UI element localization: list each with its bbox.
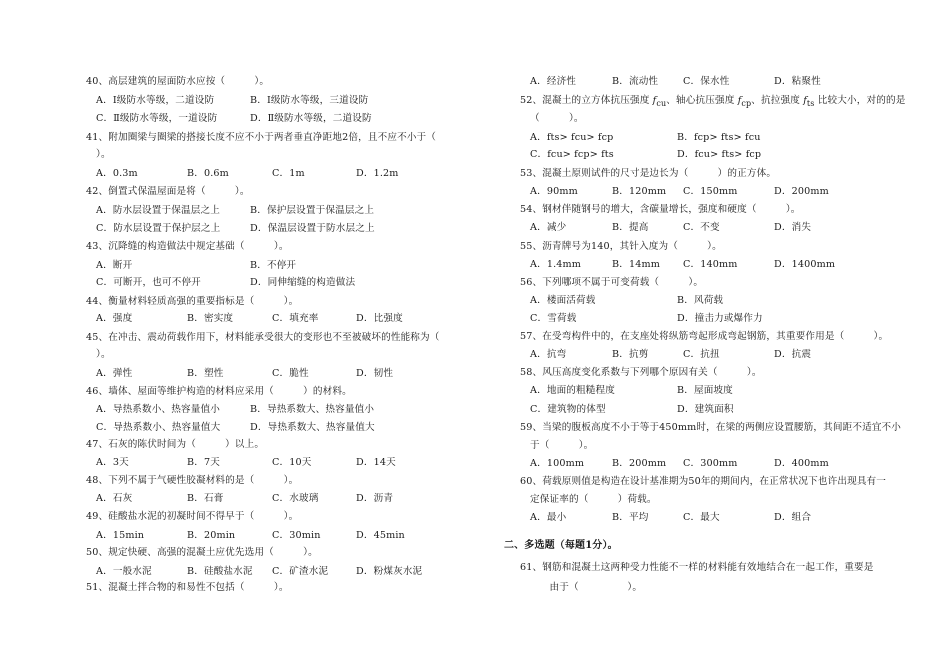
option-a: C．建筑物的体型 bbox=[530, 404, 606, 415]
option-a: A．石灰 bbox=[96, 493, 133, 504]
option-c: C．10天 bbox=[272, 457, 312, 468]
option-c: C．填充率 bbox=[272, 313, 319, 324]
section-heading: 二、多选题（每题1分）。 bbox=[504, 540, 618, 551]
question-text: 54、钢材伴随钢号的增大，含碳量增长，强度和硬度（ ）。 bbox=[520, 204, 801, 215]
question-text: 50、规定快硬、高强的混凝土应优先选用（ ）。 bbox=[86, 547, 318, 558]
option-d: D．比强度 bbox=[356, 313, 403, 324]
question-text: 53、混凝土原则试件的尺寸是边长为（ ）的正方体。 bbox=[520, 168, 777, 179]
option-a: A．fts> fcu> fcp bbox=[530, 132, 614, 143]
option-c: C．脆性 bbox=[272, 368, 309, 379]
option-a: A．弹性 bbox=[96, 368, 133, 379]
option-d: D．组合 bbox=[774, 512, 812, 523]
question-text: 40、高层建筑的屋面防水应按（ ）。 bbox=[86, 76, 270, 87]
option-a: C．可断开，也可不停开 bbox=[96, 277, 201, 288]
option-b: B．平均 bbox=[612, 512, 649, 523]
option-c: C．不变 bbox=[683, 222, 720, 233]
option-b: B．不停开 bbox=[250, 260, 297, 271]
option-c: C．140mm bbox=[683, 259, 738, 270]
option-b: B．0.6m bbox=[187, 168, 229, 179]
question-text: 51、混凝土拌合物的和易性不包括（ ）。 bbox=[86, 582, 289, 593]
option-a: C．防水层设置于保护层之上 bbox=[96, 223, 221, 234]
question-text: 49、硅酸盐水泥的初凝时间不得早于（ ）。 bbox=[86, 511, 299, 522]
option-d: D．1.2m bbox=[356, 168, 399, 179]
option-d: D．45min bbox=[356, 530, 405, 541]
option-a: A．最小 bbox=[530, 512, 567, 523]
option-b: B．保护层设置于保温层之上 bbox=[250, 205, 375, 216]
option-a: A．地面的粗糙程度 bbox=[530, 385, 616, 396]
option-b: B．塑性 bbox=[187, 368, 224, 379]
option-c: C．保水性 bbox=[683, 76, 730, 87]
option-b: B．提高 bbox=[612, 222, 649, 233]
option-a: C．雪荷载 bbox=[530, 313, 577, 324]
option-a: C．fcu> fcp> fts bbox=[530, 149, 614, 160]
option-a: A．抗弯 bbox=[530, 349, 567, 360]
question-text: 60、荷载原则值是构造在设计基准期为50年的期间内，在正常状况下也许出现具有一 bbox=[520, 476, 887, 487]
question-text: 43、沉降缝的构造做法中规定基础（ ）。 bbox=[86, 241, 289, 252]
question-text: 56、下列哪项不属于可变荷载（ ）。 bbox=[520, 277, 704, 288]
option-b: B．120mm bbox=[612, 186, 667, 197]
question-text: 58、风压高度变化系数与下列哪个原因有关（ ）。 bbox=[520, 367, 762, 378]
option-a: A．减少 bbox=[530, 222, 567, 233]
option-a: A．Ⅰ级防水等级，二道设防 bbox=[96, 95, 215, 106]
option-a: A．100mm bbox=[530, 458, 585, 469]
option-d: D．抗震 bbox=[774, 349, 812, 360]
option-a: A．15min bbox=[96, 530, 145, 541]
question-continuation: ）。 bbox=[96, 349, 111, 360]
option-b: B．fcp> fts> fcu bbox=[677, 132, 761, 143]
option-a: A．一般水泥 bbox=[96, 566, 152, 577]
question-text: 52、混凝土的立方体抗压强度 $f_{cu}$、轴心抗压强度 $f_{cp}$、抗拉强度 $f_{ts}$ 比较大小，对的的是 bbox=[520, 95, 906, 108]
question-text: 48、下列不属于气硬性胶凝材料的是（ ）。 bbox=[86, 475, 299, 486]
question-text: 44、衡量材料轻质高强的重要指标是（ ）。 bbox=[86, 296, 299, 307]
option-c: C．150mm bbox=[683, 186, 738, 197]
option-d: D．200mm bbox=[774, 186, 829, 197]
option-c: C．抗扭 bbox=[683, 349, 720, 360]
option-c: C．矿渣水泥 bbox=[272, 566, 329, 577]
option-a: A．楼面活荷载 bbox=[530, 295, 596, 306]
option-a: C．Ⅱ级防水等级，一道设防 bbox=[96, 113, 218, 124]
option-c: C．300mm bbox=[683, 458, 738, 469]
option-a: A．防水层设置于保温层之上 bbox=[96, 205, 221, 216]
question-text: 46、墙体、屋面等维护构造的材料应采用（ ）的材料。 bbox=[86, 386, 352, 397]
option-a: A．断开 bbox=[96, 260, 133, 271]
option-c: C．30min bbox=[272, 530, 321, 541]
option-b: D．Ⅱ级防水等级，二道设防 bbox=[250, 113, 372, 124]
option-a: A．导热系数小、热容量值小 bbox=[96, 404, 221, 415]
option-b: B．导热系数大、热容量值小 bbox=[250, 404, 375, 415]
question-text: 55、沥青牌号为140，其针入度为（ ）。 bbox=[520, 241, 722, 252]
option-b: D．保温层设置于防水层之上 bbox=[250, 223, 375, 234]
option-a: A．1.4mm bbox=[530, 259, 582, 270]
option-a: C．导热系数小、热容量值大 bbox=[96, 422, 221, 433]
question-continuation: 于（ ）。 bbox=[530, 440, 594, 451]
option-b: D．fcu> fts> fcp bbox=[677, 149, 762, 160]
question-text: 47、石灰的陈伏时间为（ ）以上。 bbox=[86, 439, 265, 450]
question-continuation: 由于（ ）。 bbox=[530, 582, 643, 593]
option-b: B．流动性 bbox=[612, 76, 659, 87]
question-text: 41、附加圈梁与圈梁的搭接长度不应不小于两者垂直净距地2倍，且不应不小于（ bbox=[86, 132, 437, 143]
option-d: D．沥青 bbox=[356, 493, 394, 504]
option-b: D．建筑面积 bbox=[677, 404, 734, 415]
question-continuation: 定保证率的（ ）荷载。 bbox=[530, 494, 657, 505]
question-text: 45、在冲击、震动荷载作用下，材料能承受很大的变形也不至被破坏的性能称为（ bbox=[86, 332, 440, 343]
option-b: D．撞击力或爆作力 bbox=[677, 313, 763, 324]
option-b: B．7天 bbox=[187, 457, 220, 468]
option-b: B．硅酸盐水泥 bbox=[187, 566, 253, 577]
option-b: B．14mm bbox=[612, 259, 660, 270]
option-d: D．粉煤灰水泥 bbox=[356, 566, 423, 577]
option-c: C．水玻璃 bbox=[272, 493, 319, 504]
option-c: C．1m bbox=[272, 168, 305, 179]
option-d: D．消失 bbox=[774, 222, 812, 233]
option-b: D．导热系数大、热容量值大 bbox=[250, 422, 375, 433]
option-a: A．90mm bbox=[530, 186, 578, 197]
option-d: D．韧性 bbox=[356, 368, 394, 379]
option-a: A．0.3m bbox=[96, 168, 138, 179]
option-c: C．最大 bbox=[683, 512, 720, 523]
option-d: D．粘聚性 bbox=[774, 76, 821, 87]
question-text: 57、在受弯构件中的，在支座处将纵筋弯起形成弯起钢筋，其重要作用是（ ）。 bbox=[520, 331, 889, 342]
option-a: A．经济性 bbox=[530, 76, 577, 87]
question-text: 59、当梁的腹板高度不小于等于450mm时，在梁的两侧应设置腰筋，其间距不适宜不小 bbox=[520, 422, 902, 433]
question-continuation: ）。 bbox=[96, 149, 111, 160]
option-b: B．20min bbox=[187, 530, 236, 541]
option-b: B．抗剪 bbox=[612, 349, 649, 360]
option-b: B．Ⅰ级防水等级，三道设防 bbox=[250, 95, 369, 106]
option-b: B．石膏 bbox=[187, 493, 224, 504]
option-a: A．强度 bbox=[96, 313, 133, 324]
question-continuation: （ ）。 bbox=[530, 113, 584, 124]
option-a: A．3天 bbox=[96, 457, 129, 468]
option-d: D．400mm bbox=[774, 458, 829, 469]
option-b: D．同伸缩缝的构造做法 bbox=[250, 277, 356, 288]
question-text: 42、倒置式保温屋面是将（ ）。 bbox=[86, 186, 250, 197]
option-b: B．风荷载 bbox=[677, 295, 724, 306]
option-b: B．200mm bbox=[612, 458, 667, 469]
option-b: B．屋面坡度 bbox=[677, 385, 733, 396]
question-text: 61、钢筋和混凝土这两种受力性能不一样的材料能有效地结合在一起工作，重要是 bbox=[520, 562, 874, 573]
option-d: D．1400mm bbox=[774, 259, 836, 270]
option-d: D．14天 bbox=[356, 457, 396, 468]
option-b: B．密实度 bbox=[187, 313, 234, 324]
